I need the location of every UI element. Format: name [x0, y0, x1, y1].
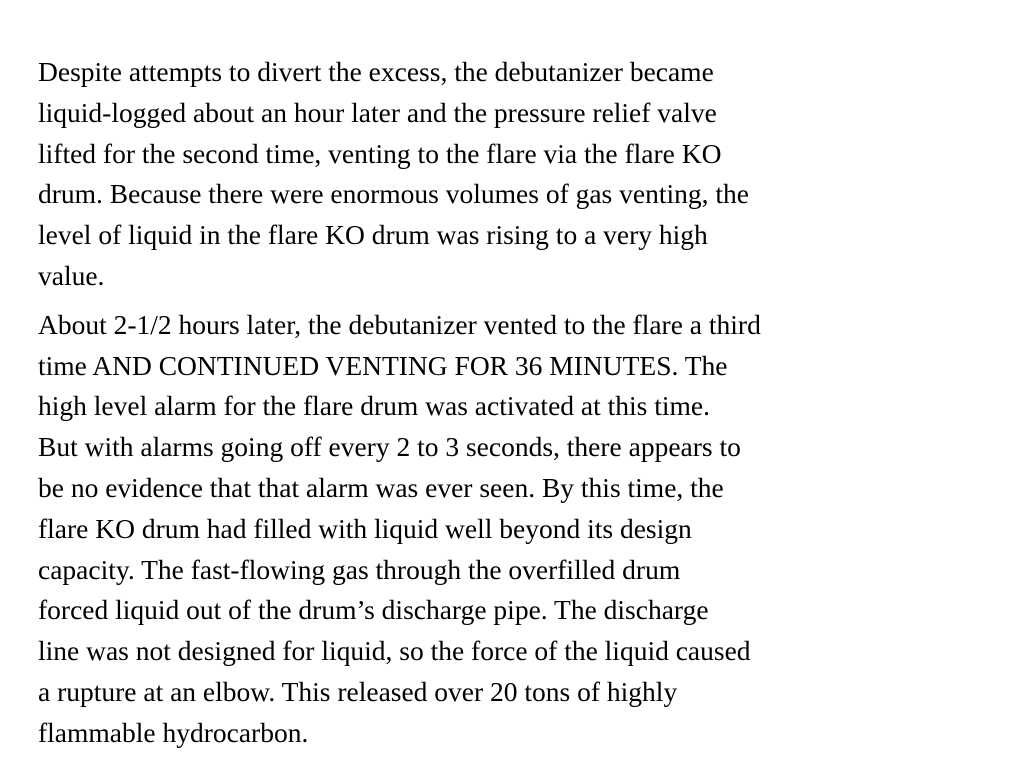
text-line: value.: [38, 259, 105, 291]
text-line: Despite attempts to divert the excess, the debutanizer became: [38, 56, 714, 87]
text-line: But with alarms going off every 2 to 3 seconds, there appears to: [38, 431, 741, 463]
text-line: time AND CONTINUED VENTING FOR 36 MINUTES. The: [38, 349, 728, 381]
text-line: be no evidence that that alarm was ever seen. By this time, the: [38, 471, 724, 503]
text-line: flammable hydrocarbon.: [38, 716, 309, 748]
text-line: flare KO drum had filled with liquid well beyond its design: [38, 512, 692, 544]
text-line: line was not designed for liquid, so the force of the liquid caused: [38, 635, 751, 667]
text-line: forced liquid out of the drum’s discharge pipe. The discharge: [38, 594, 709, 626]
text-line: lifted for the second time, venting to the flare via the flare KO: [38, 137, 722, 169]
paragraph-debutanizer-liquid-logged: [38, 52, 976, 297]
text-line: capacity. The fast-flowing gas through the overfilled drum: [38, 553, 681, 585]
text-line: high level alarm for the flare drum was activated at this time.: [38, 390, 710, 422]
text-line: a rupture at an elbow. This released over 20 tons of highly: [38, 675, 678, 707]
paragraph-third-venting-rupture: [38, 305, 976, 754]
text-line: drum. Because there were enormous volumes of gas venting, the: [38, 178, 749, 210]
text-line: liquid-logged about an hour later and the pressure relief valve: [38, 96, 717, 128]
text-line: About 2-1/2 hours later, the debutanizer vented to the flare a third: [38, 308, 761, 340]
text-line: level of liquid in the flare KO drum was rising to a very high: [38, 219, 708, 251]
